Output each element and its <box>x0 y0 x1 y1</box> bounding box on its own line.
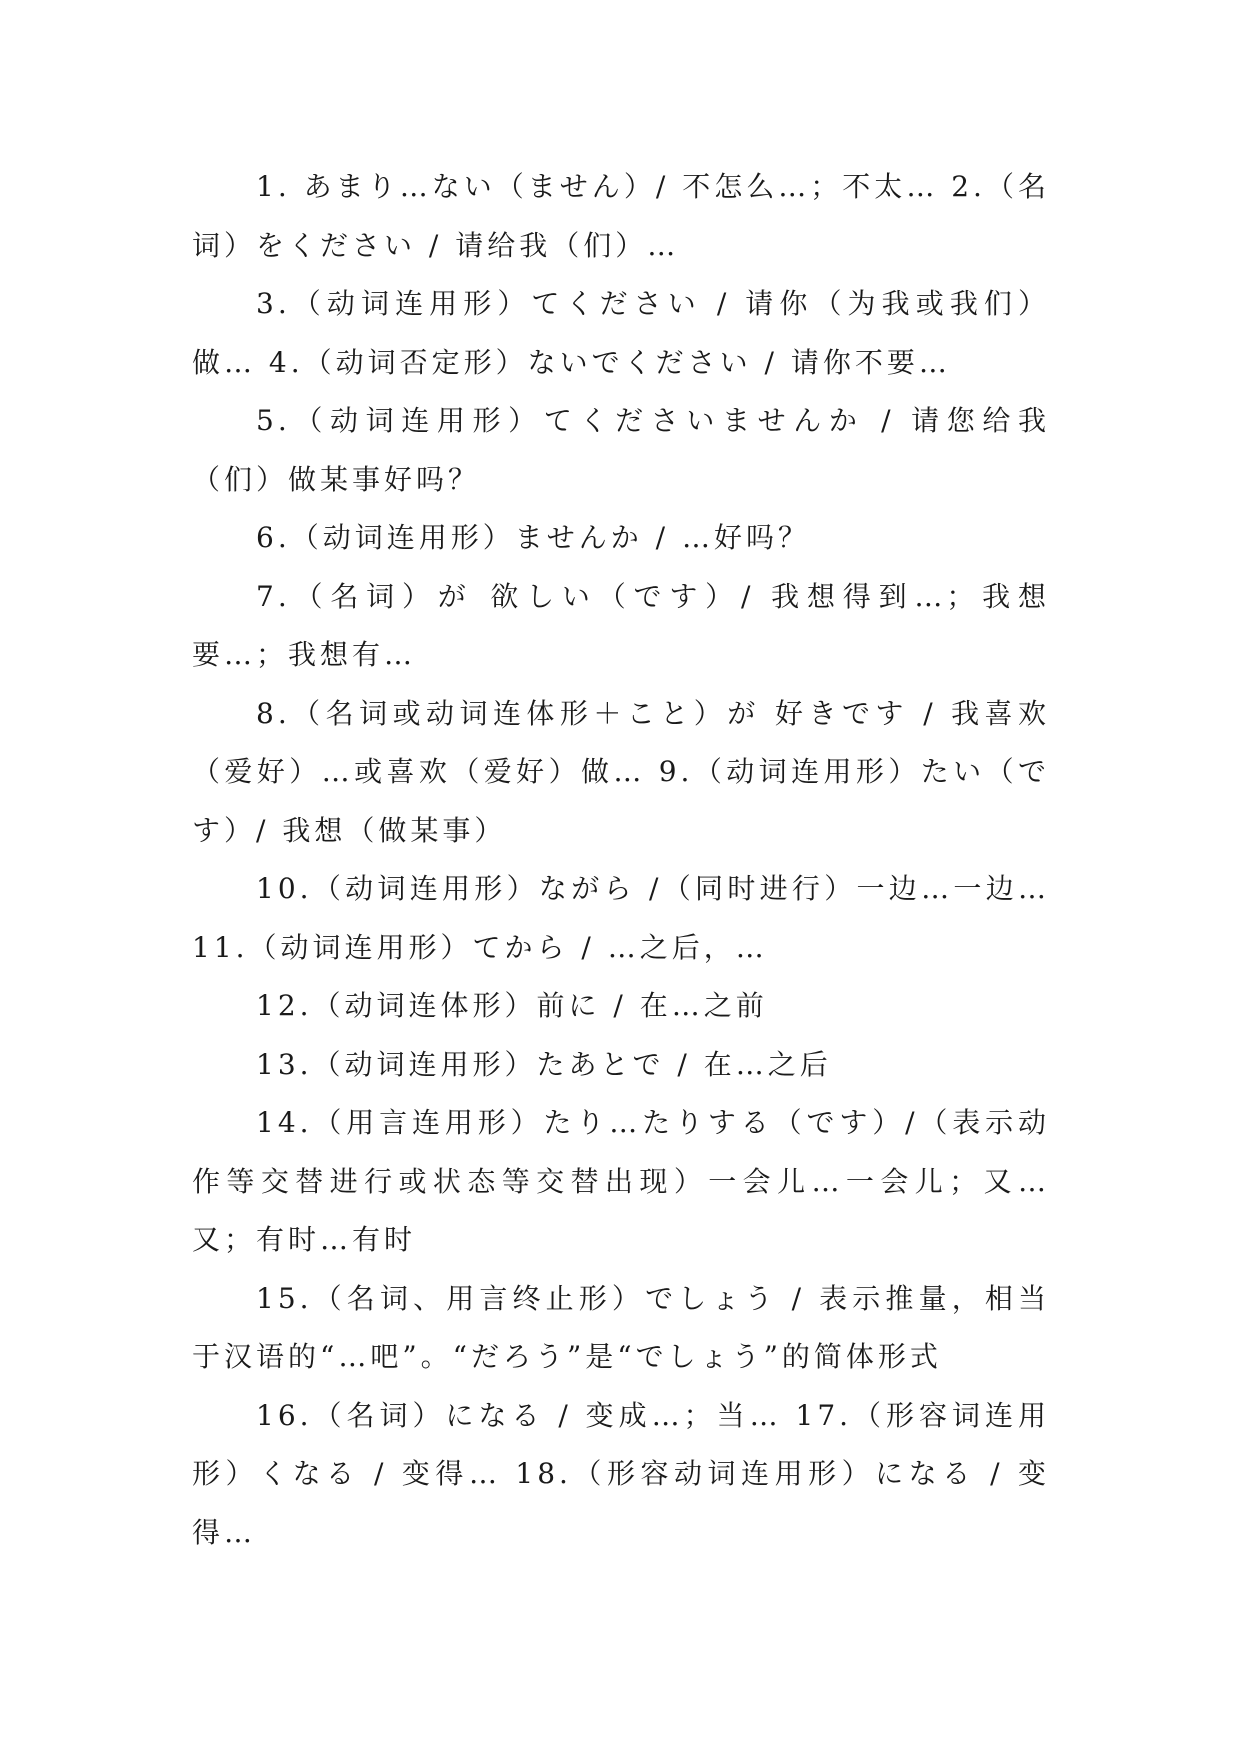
grammar-paragraph-1: 1. あまり…ない（ません）/ 不怎么…；不太… 2.（名词）をください / 请给我（们）… <box>192 170 1050 262</box>
grammar-paragraph-6: 8.（名词或动词连体形＋こと）が 好きです / 我喜欢（爱好）…或喜欢（爱好）做… 9.（动词连用形）たい（です）/ 我想（做某事） <box>192 696 1050 847</box>
grammar-paragraph-3: 5.（动词连用形）てくださいませんか / 请您给我（们）做某事好吗？ <box>192 404 1050 496</box>
grammar-paragraph-11: 15.（名词、用言终止形）でしょう / 表示推量，相当于汉语的“…吧”。“だろう”是“でしょう”的简体形式 <box>192 1281 1050 1373</box>
grammar-paragraph-7: 10.（动词连用形）ながら /（同时进行）一边…一边… 11.（动词连用形）てから / …之后，… <box>192 872 1050 964</box>
grammar-paragraph-10: 14.（用言连用形）たり…たりする（です）/（表示动作等交替进行或状态等交替出现）一会儿…一会儿；又…又；有时…有时 <box>192 1106 1050 1256</box>
grammar-paragraph-2: 3.（动词连用形）てください / 请你（为我或我们）做… 4.（动词否定形）ないでください / 请你不要… <box>192 287 1050 379</box>
document-body <box>192 158 1050 1562</box>
grammar-paragraph-4: 6.（动词连用形）ませんか / …好吗？ <box>256 521 810 554</box>
grammar-paragraph-9: 13.（动词连用形）たあとで / 在…之后 <box>256 1047 832 1081</box>
grammar-paragraph-12: 16.（名词）になる / 变成…；当… 17.（形容词连用形）くなる / 变得… 18.（形容动词连用形）になる / 变得… <box>192 1398 1050 1549</box>
grammar-paragraph-5: 7.（名词）が 欲しい（です）/ 我想得到…；我想要…；我想有… <box>192 579 1050 671</box>
grammar-paragraph-8: 12.（动词连体形）前に / 在…之前 <box>256 989 768 1022</box>
